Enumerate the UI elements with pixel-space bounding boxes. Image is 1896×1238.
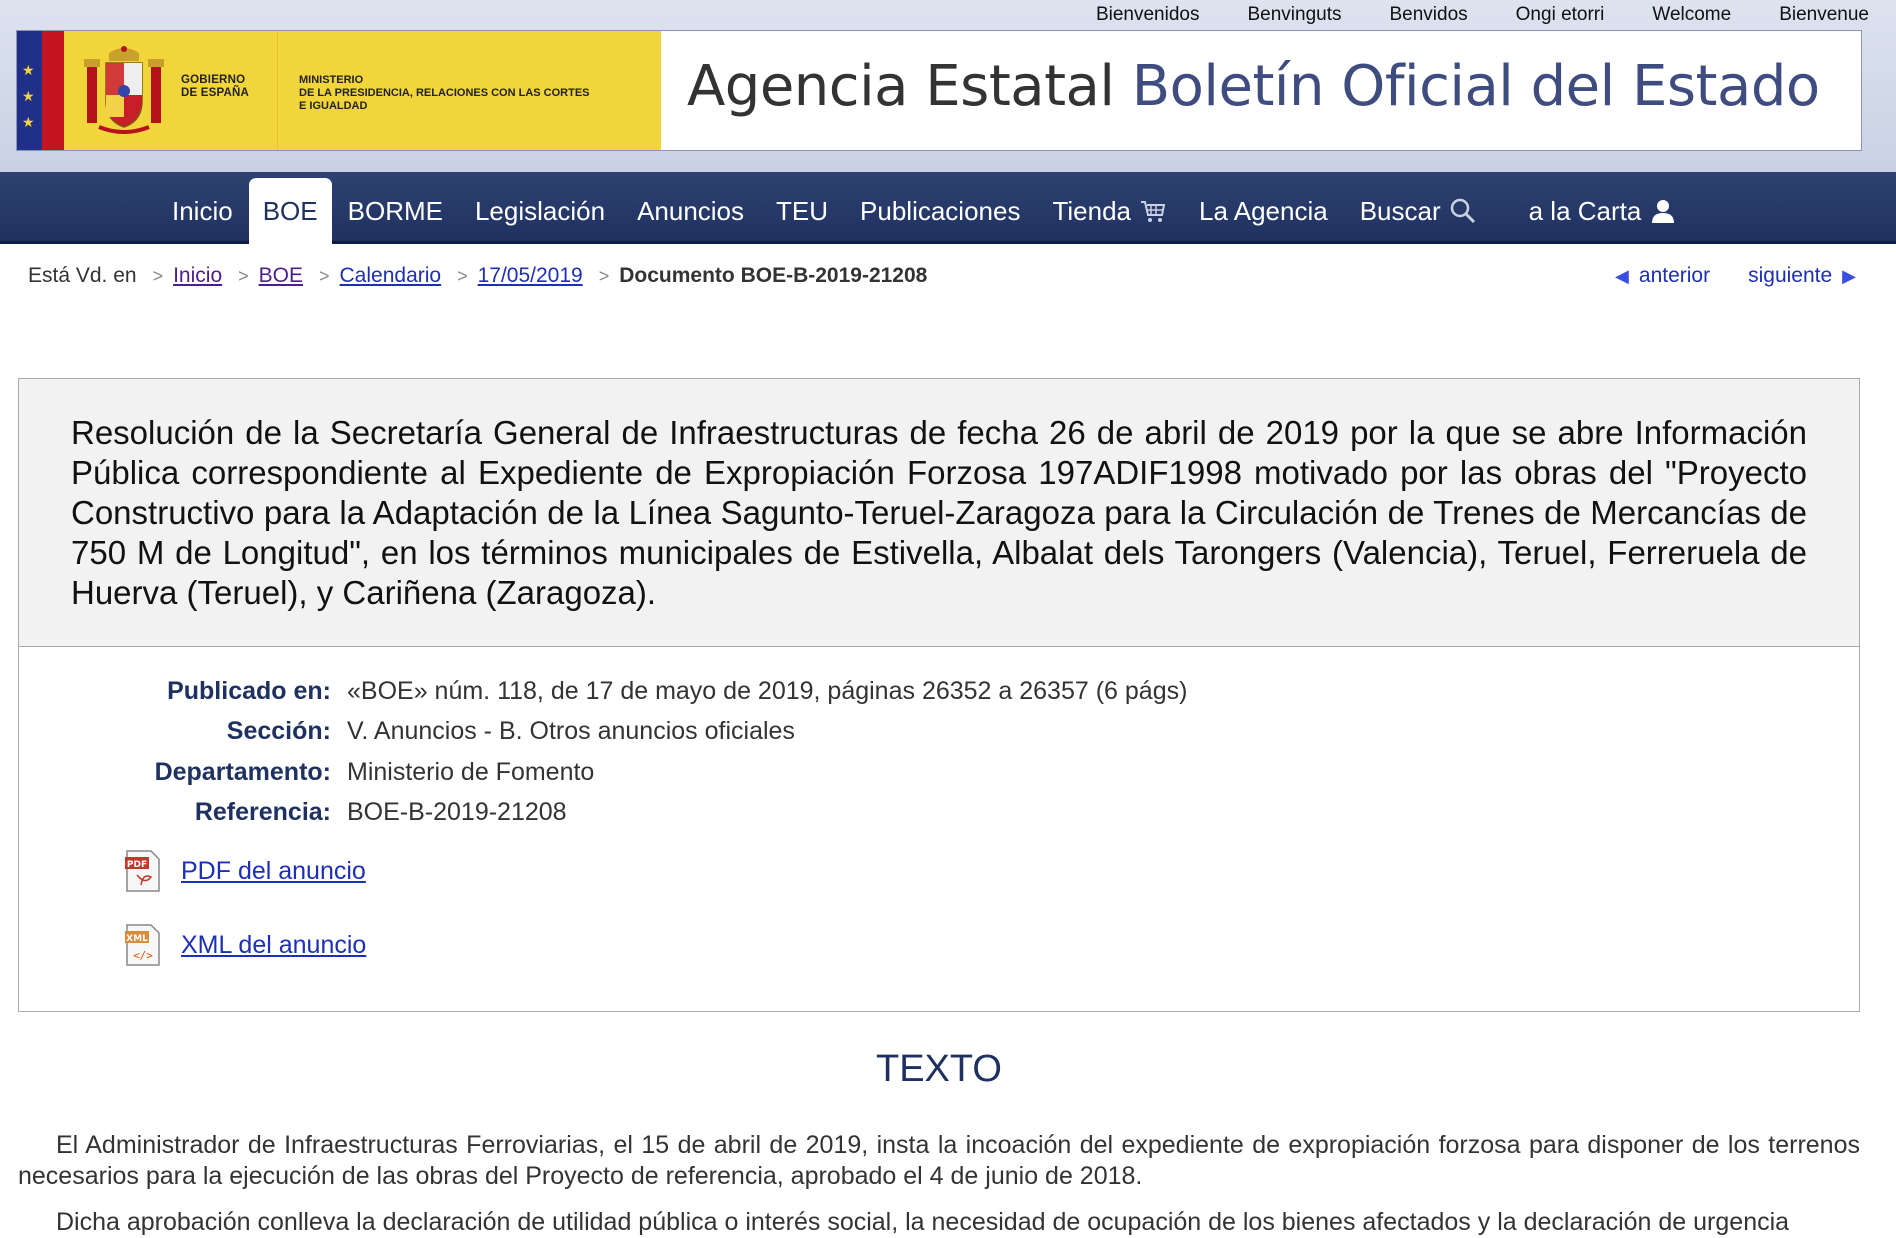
nav-label: La Agencia	[1199, 196, 1328, 226]
meta-section	[19, 711, 1419, 751]
next-link[interactable]: siguiente	[1748, 264, 1833, 287]
nav-label: Tienda	[1052, 196, 1132, 226]
lang-spanish[interactable]: Bienvenidos	[1095, 4, 1200, 25]
main-nav	[0, 172, 1896, 244]
top-band	[0, 0, 1896, 172]
nav-la-agencia[interactable]	[1183, 178, 1344, 244]
lang-basque[interactable]: Ongi etorri	[1515, 4, 1605, 25]
language-bar	[1048, 2, 1869, 28]
nav-label: Legislación	[474, 196, 606, 226]
xml-link-label: XML del anuncio	[181, 930, 367, 959]
nav-teu[interactable]	[760, 178, 844, 244]
spain-flag-strip	[42, 31, 64, 150]
gov-label-line: DE ESPAÑA	[181, 87, 250, 99]
svg-text:XML: XML	[126, 934, 148, 944]
lang-english[interactable]: Welcome	[1652, 4, 1732, 25]
nav-a-la-carta[interactable]	[1513, 178, 1694, 244]
divider	[277, 31, 278, 150]
breadcrumb-boe[interactable]: BOE	[258, 264, 303, 287]
chevron-right-icon: >	[319, 266, 330, 286]
text-heading: TEXTO	[876, 1048, 1002, 1090]
agency-title[interactable]	[687, 51, 1820, 123]
ministry-label-line: DE LA PRESIDENCIA, RELACIONES CON LAS CORTES	[299, 87, 590, 99]
meta-value: «BOE» núm. 118, de 17 de mayo de 2019, páginas 26352 a 26357 (6 págs)	[347, 677, 1188, 705]
nav-label: TEU	[776, 196, 829, 226]
site-banner[interactable]	[16, 30, 1862, 151]
nav-label: Publicaciones	[860, 196, 1021, 226]
nav-publicaciones[interactable]	[844, 178, 1036, 244]
breadcrumb	[28, 262, 927, 290]
arrow-right-icon[interactable]: ▶	[1842, 266, 1856, 286]
star-icon: ★	[22, 88, 35, 104]
document-box	[18, 378, 1860, 1012]
meta-label: Publicado en:	[167, 677, 331, 705]
lang-catalan[interactable]: Benvinguts	[1247, 4, 1342, 25]
nav-label: Inicio	[172, 196, 233, 226]
nav-label: BOE	[262, 196, 318, 226]
government-label	[181, 74, 271, 100]
nav-tienda[interactable]	[1036, 178, 1183, 244]
previous-link[interactable]: anterior	[1638, 264, 1711, 287]
document-title-area	[19, 379, 1859, 647]
coat-of-arms-icon	[79, 43, 169, 139]
nav-inicio[interactable]	[156, 178, 249, 244]
chevron-right-icon: >	[238, 266, 249, 286]
meta-published	[19, 671, 1419, 711]
chevron-right-icon: >	[457, 266, 468, 286]
nav-boe[interactable]	[249, 178, 332, 244]
nav-anuncios[interactable]	[621, 178, 760, 244]
pager	[1615, 262, 1856, 290]
meta-value: Ministerio de Fomento	[347, 758, 595, 786]
meta-label: Referencia:	[194, 798, 331, 826]
xml-file-icon	[123, 923, 163, 967]
nav-legislacion[interactable]	[459, 178, 621, 244]
search-icon	[1449, 197, 1477, 225]
lang-french[interactable]: Bienvenue	[1779, 4, 1869, 25]
ministry-label	[299, 74, 649, 113]
pdf-file-icon	[123, 849, 163, 893]
breadcrumb-prefix: Está Vd. en	[28, 264, 137, 287]
breadcrumb-calendario[interactable]: Calendario	[339, 264, 442, 287]
meta-label: Departamento:	[154, 758, 331, 786]
lang-galician[interactable]: Benvidos	[1389, 4, 1468, 25]
meta-department	[19, 752, 1419, 792]
nav-label: Buscar	[1359, 196, 1441, 226]
gov-label-line: GOBIERNO	[181, 74, 246, 86]
meta-label: Sección:	[226, 717, 331, 745]
ministry-label-line: MINISTERIO	[299, 74, 364, 86]
meta-value: BOE-B-2019-21208	[347, 798, 567, 826]
document-title: Resolución de la Secretaría General de Infraestructuras de fecha 26 de abril de 2019 por la que se abre Información Pública correspondiente al Expediente de Expropiación Forzosa 197ADIF1998 motivado por las obras del "Proyecto Constructivo para la Adaptación de la Línea Sagunto-Teruel-Zaragoza para la Circulación de Trenes de Mercancías de 750 M de Longitud", en los términos municipales de Estivella, Albalat dels Tarongers (Valencia), Teruel, Ferreruela de Huerva (Teruel), y Cariñena (Zaragoza).	[71, 414, 1807, 611]
arrow-left-icon[interactable]: ◀	[1615, 266, 1629, 286]
pdf-link-label: PDF del anuncio	[181, 856, 366, 885]
agency-title-part2: Boletín Oficial del Estado	[1131, 54, 1820, 119]
body-paragraph: El Administrador de Infraestructuras Ferroviarias, el 15 de abril de 2019, insta la incoación del expediente de expropiación forzosa para disponer de los terrenos necesarios para la ejecución de las obras del Proyecto de referencia, aprobado el 4 de junio de 2018.	[18, 1131, 1860, 1190]
nav-buscar[interactable]	[1344, 178, 1493, 244]
breadcrumb-date[interactable]: 17/05/2019	[477, 264, 583, 287]
nav-label: BORME	[347, 196, 443, 226]
agency-title-part1: Agencia Estatal	[687, 54, 1115, 119]
body-paragraph: Dicha aprobación conlleva la declaración de utilidad pública o interés social, la necesidad de ocupación de los bienes afectados y la declaración de urgencia	[56, 1208, 1790, 1236]
star-icon: ★	[22, 62, 35, 78]
chevron-right-icon: >	[152, 266, 164, 286]
star-icon: ★	[22, 114, 35, 130]
pdf-link[interactable]	[123, 849, 366, 893]
meta-reference	[19, 792, 1419, 832]
svg-text:PDF: PDF	[126, 860, 148, 870]
ministry-label-line: E IGUALDAD	[299, 100, 368, 112]
user-icon	[1649, 197, 1677, 225]
meta-value: V. Anuncios - B. Otros anuncios oficiales	[347, 717, 795, 745]
breadcrumb-inicio[interactable]: Inicio	[173, 264, 223, 287]
xml-link[interactable]	[123, 923, 366, 967]
chevron-right-icon: >	[598, 266, 610, 286]
nav-borme[interactable]	[332, 178, 459, 244]
government-logo-block	[17, 31, 661, 150]
shopping-cart-icon	[1139, 197, 1167, 225]
eu-flag-strip	[17, 31, 42, 150]
breadcrumb-current: Documento BOE-B-2019-21208	[619, 264, 928, 287]
nav-label: Anuncios	[637, 196, 745, 226]
nav-label: a la Carta	[1528, 196, 1642, 226]
svg-text:</>: </>	[133, 949, 153, 962]
